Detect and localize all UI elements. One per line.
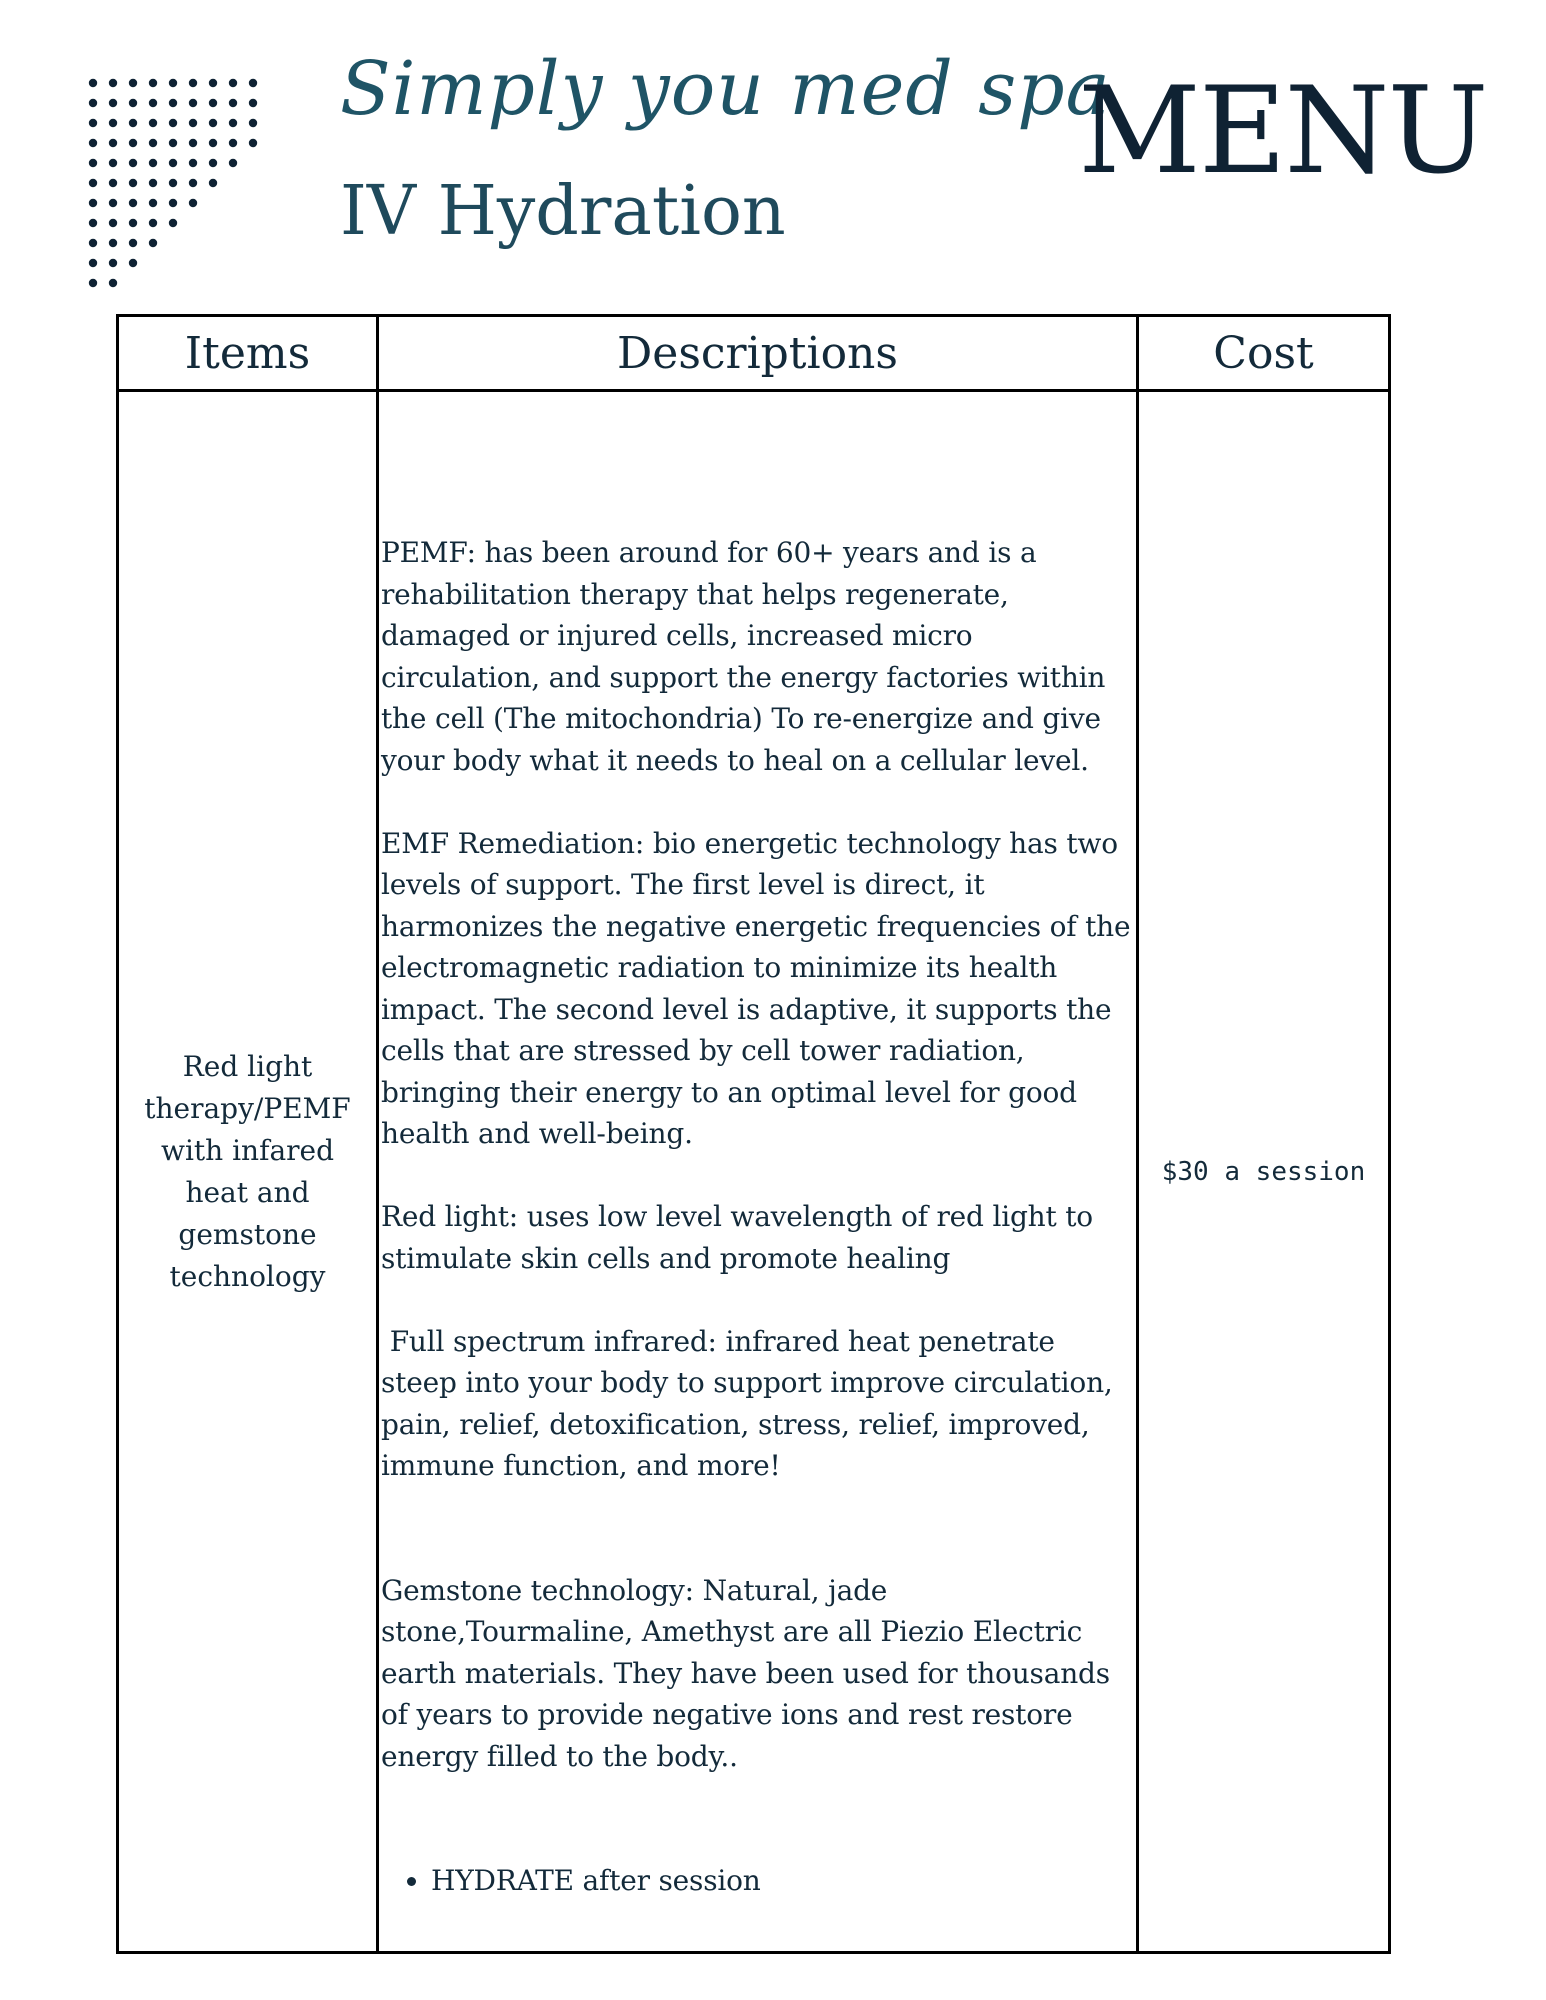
description-infrared: Full spectrum infrared: infrared heat penetrate steep into your body to support improve circulation, pain, relief, detoxification, stress, relief, improved, immune function, and more! [381,1324,1122,1482]
dot [129,179,137,187]
dot [89,199,97,207]
dot [89,139,97,147]
dot [189,99,197,107]
dot [229,139,237,147]
dot [129,119,137,127]
item-name: Red light therapy/PEMF with infared heat and gemstone technology [118,391,378,1953]
description-pemf: PEMF: has been around for 60+ years and is a rehabilitation therapy that helps regenerate, damaged or injured cells, increased micro circulation, and support the energy factories within the cell (The mitochondria) To re-energize and give your body what it needs to heal on a cellular level. [381,536,1106,777]
dot [169,119,177,127]
dot [109,199,117,207]
item-descriptions [378,391,1138,1953]
dot [89,279,97,287]
dot [89,119,97,127]
menu-table [116,314,1391,1954]
dot [109,159,117,167]
column-header-cost: Cost [1138,316,1390,391]
dot [169,219,177,227]
dot [129,239,137,247]
dot [209,139,217,147]
dot [129,219,137,227]
dot [89,259,97,267]
item-cost: $30 a session [1138,391,1390,1953]
dot [109,279,117,287]
dot [149,239,157,247]
dot [209,119,217,127]
dot [109,99,117,107]
dot [89,219,97,227]
dot [169,79,177,87]
dot [89,159,97,167]
column-header-items: Items [118,316,378,391]
dot [149,199,157,207]
dot [189,159,197,167]
list-item: • HYDRATE after session [431,1860,1132,1902]
dot [129,159,137,167]
dot [209,179,217,187]
dot [149,119,157,127]
dot [149,139,157,147]
dot [229,99,237,107]
description-gemstone: Gemstone technology: Natural, jade stone,Tourmaline, Amethyst are all Piezio Electric earth materials. They have been used for thousands of years to provide negative ions and rest restore energy filled to the body.. [381,1573,1110,1773]
description-red-light: Red light: uses low level wavelength of red light to stimulate skin cells and promote healing [381,1200,1093,1275]
dot [249,119,257,127]
dot [149,219,157,227]
bullet-list [381,1860,1132,1902]
dot [229,159,237,167]
dot [169,199,177,207]
dot [129,199,137,207]
dot [129,139,137,147]
description-emf-remediation: EMF Remediation: bio energetic technology has two levels of support. The first level is direct, it harmonizes the negative energetic frequencies of the electromagnetic radiation to minimize its health impact. The second level is adaptive, it supports the cells that are stressed by cell tower radiation, bringing their energy to an optimal level for good health and well-being. [381,826,1131,1150]
dot [229,79,237,87]
dot [129,259,137,267]
menu-title: MENU [1078,62,1487,201]
table-row [118,391,1390,1953]
dot [249,79,257,87]
dot [169,159,177,167]
dot [149,79,157,87]
section-title: IV Hydration [340,172,786,251]
dot [89,99,97,107]
dot [149,99,157,107]
dot [229,119,237,127]
dot [249,99,257,107]
dot-triangle-pattern-icon [80,70,300,290]
dot [209,79,217,87]
column-header-descriptions: Descriptions [378,316,1138,391]
dot [169,139,177,147]
table-header-row [118,316,1390,391]
dot [109,79,117,87]
dot [149,179,157,187]
dot [169,99,177,107]
dot [109,219,117,227]
dot [89,79,97,87]
dot [189,139,197,147]
dot [189,179,197,187]
dot [109,119,117,127]
brand-name: Simply you med spa [340,46,1111,132]
dot [149,159,157,167]
dot [189,119,197,127]
dot [189,199,197,207]
dot [89,239,97,247]
dot [249,139,257,147]
dot [169,179,177,187]
dot [109,179,117,187]
dot [109,259,117,267]
dot [109,239,117,247]
dot [209,159,217,167]
dot [129,79,137,87]
dot [89,179,97,187]
dot [109,139,117,147]
dot [189,79,197,87]
dot [129,99,137,107]
dot [209,99,217,107]
